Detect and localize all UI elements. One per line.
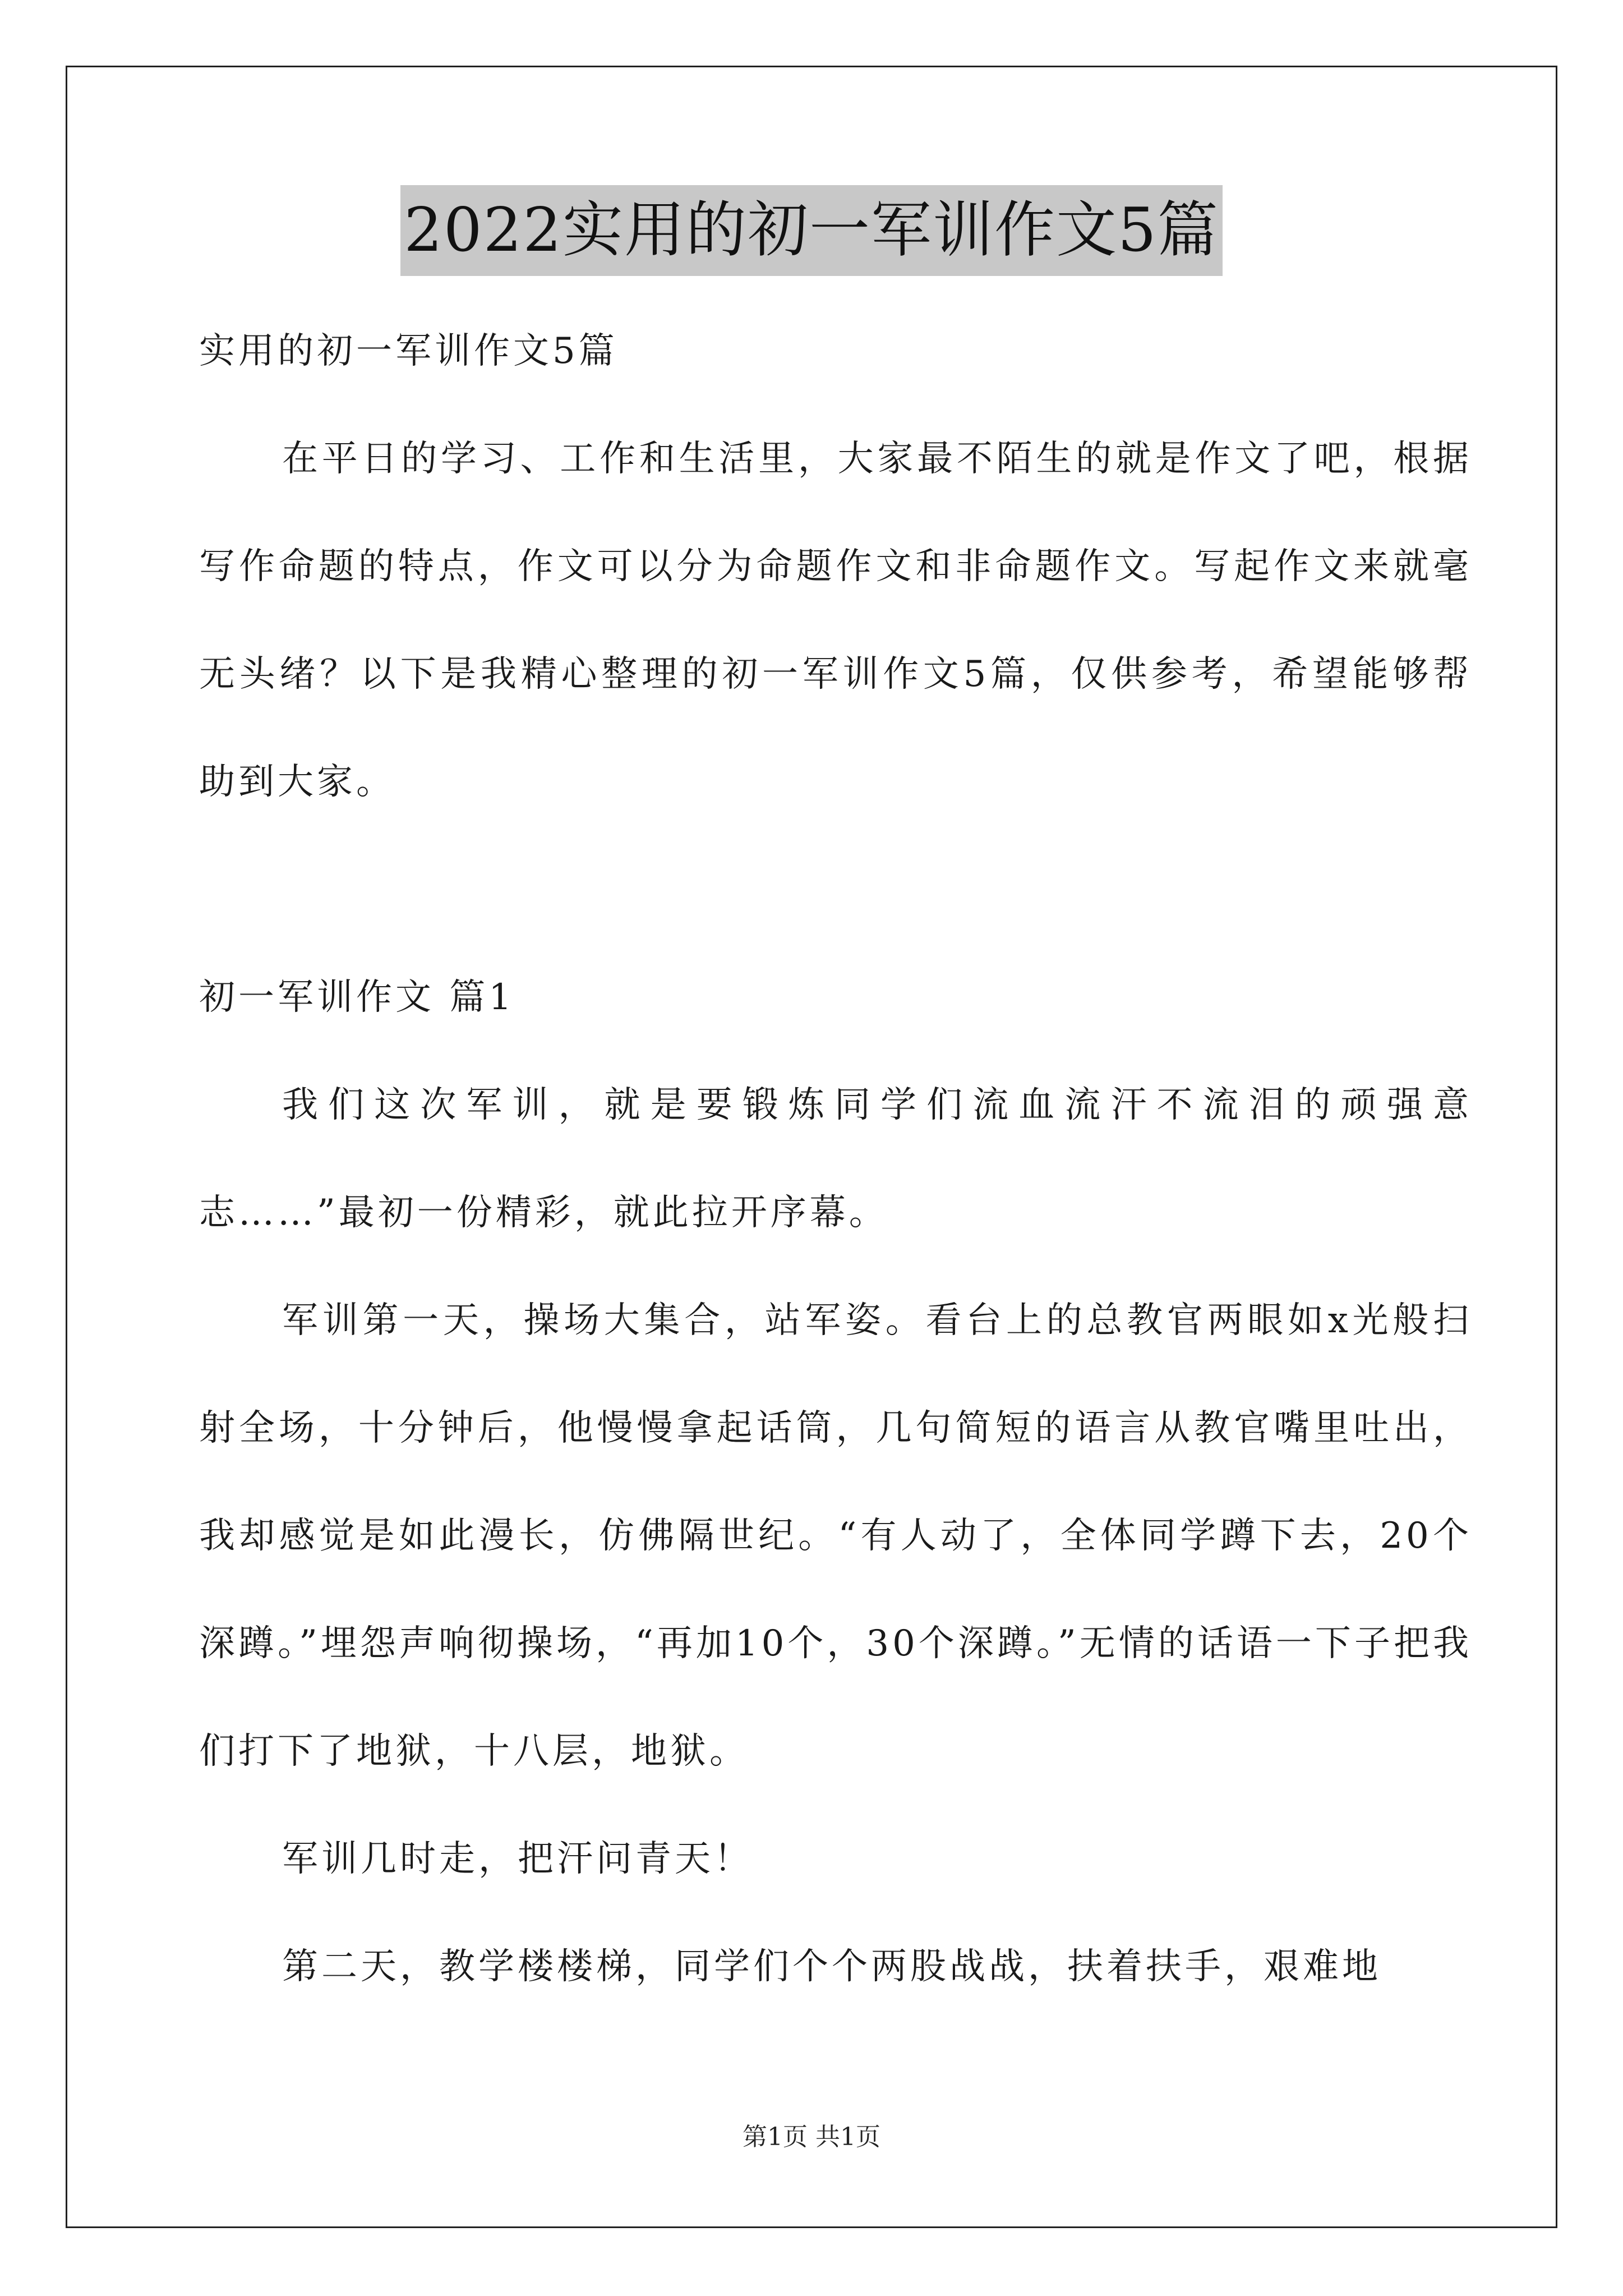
document-subtitle: 实用的初一军训作文5篇 [199,330,618,372]
body-paragraph: 第二天，教学楼楼梯，同学们个个两股战战，扶着扶手，艰难地 [282,1946,1381,1987]
section-heading: 初一军训作文 篇1 [199,977,515,1018]
body-paragraph: 军训几时走，把汗问青天！ [282,1838,753,1880]
page-number: 第1页 共1页 [743,2123,880,2151]
document-title: 2022实用的初一军训作文5篇 [400,185,1223,276]
page-footer [0,2120,1623,2154]
document-body [199,297,1472,2021]
body-paragraph: 我们这次军训，就是要锻炼同学们流血流汗不流泪的顽强意志……”最初一份精彩，就此拉开序幕。 [199,1084,1472,1234]
title-container [0,185,1623,276]
intro-paragraph: 在平日的学习、工作和生活里，大家最不陌生的就是作文了吧，根据写作命题的特点，作文可以分为命题作文和非命题作文。写起作文来就毫无头绪？以下是我精心整理的初一军训作文5篇，仅供参考，希望能够帮助到大家。 [199,438,1472,803]
body-paragraph: 军训第一天，操场大集合，站军姿。看台上的总教官两眼如x光般扫射全场，十分钟后，他慢慢拿起话筒，几句简短的语言从教官嘴里吐出，我却感觉是如此漫长，仿佛隔世纪。“有人动了，全体同学蹲下去，20个深蹲。”埋怨声响彻操场，“再加10个，30个深蹲。”无情的话语一下子把我们打下了地狱，十八层，地狱。 [199,1300,1472,1772]
